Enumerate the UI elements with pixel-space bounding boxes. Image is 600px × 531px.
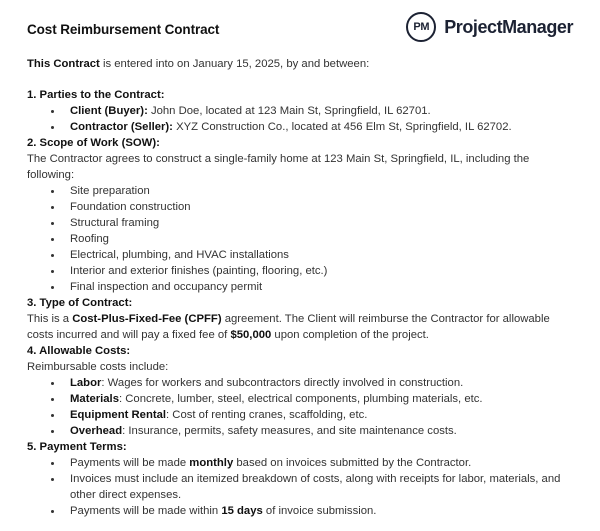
list-item (27, 231, 573, 247)
list-item (27, 199, 573, 215)
list-item-text: Structural framing (70, 217, 160, 229)
parties-list (27, 103, 573, 135)
list-item-text: Foundation construction (70, 201, 191, 213)
list-item (27, 215, 573, 231)
section-type-of-contract (27, 295, 573, 343)
list-item-label: Equipment Rental (70, 409, 167, 421)
section-allowable-costs (27, 343, 573, 439)
brand-mark-text: PM (413, 20, 430, 33)
fixed-fee-amount: $50,000 (230, 329, 272, 341)
section-heading: 4. Allowable Costs: (27, 345, 131, 357)
list-item (27, 423, 573, 439)
list-item-label: Labor (70, 377, 102, 389)
contract-type-part3: upon completion of the project. (271, 329, 429, 341)
list-item-text: Invoices must include an itemized breakdown of costs, along with receipts for labor, materials, and other direct expenses. (70, 473, 561, 501)
list-item-text: XYZ Construction Co., located at 456 Elm St, Springfield, IL 62702. (172, 121, 512, 133)
list-item-text: Interior and exterior finishes (painting, flooring, etc.) (70, 265, 328, 277)
page-title: Cost Reimbursement Contract (27, 22, 220, 37)
list-item (27, 391, 573, 407)
section-heading: 2. Scope of Work (SOW): (27, 137, 160, 149)
brand-logo (406, 12, 573, 42)
list-item-text-tail: based on invoices submitted by the Contractor. (233, 457, 472, 469)
list-item-text: : Concrete, lumber, steel, electrical components, plumbing materials, etc. (118, 393, 483, 405)
list-item-text-tail: of invoice submission. (262, 505, 377, 517)
section-parties (27, 87, 573, 135)
list-item-text: Final inspection and occupancy permit (70, 281, 263, 293)
list-item-text: John Doe, located at 123 Main St, Springfield, IL 62701. (147, 105, 431, 117)
contract-type-term: Cost-Plus-Fixed-Fee (CPFF) (72, 313, 222, 325)
list-item-text: : Wages for workers and subcontractors directly involved in construction. (101, 377, 464, 389)
list-item-text: Site preparation (70, 185, 150, 197)
list-item (27, 263, 573, 279)
document-body (27, 56, 573, 519)
list-item (27, 279, 573, 295)
list-item-text: Electrical, plumbing, and HVAC installations (70, 249, 289, 261)
list-item-text: Payments will be made within (70, 505, 222, 517)
list-item-label: Contractor (Seller): (70, 121, 173, 133)
list-item-emphasis: 15 days (221, 505, 263, 517)
list-item (27, 471, 573, 503)
section-heading: 5. Payment Terms: (27, 441, 127, 453)
list-item (27, 503, 573, 519)
list-item-text: : Cost of renting cranes, scaffolding, etc. (166, 409, 368, 421)
intro-lead: This Contract (27, 58, 100, 70)
contract-type-part2: agreement. The Client will reimburse the Contractor for allowable costs incurred and will pay a fixed fee of (27, 313, 550, 341)
list-item-label: Overhead (70, 425, 123, 437)
list-item-text: : Insurance, permits, safety measures, and site maintenance costs. (122, 425, 457, 437)
list-item (27, 247, 573, 263)
allowable-costs-list (27, 375, 573, 439)
list-item (27, 103, 573, 119)
scope-list (27, 183, 573, 295)
brand-wordmark: ProjectManager (444, 16, 573, 37)
intro-rest: is entered into on January 15, 2025, by and between: (99, 58, 370, 70)
list-item (27, 407, 573, 423)
section-scope-of-work (27, 135, 573, 295)
intro-paragraph (27, 56, 573, 72)
list-item (27, 183, 573, 199)
section-heading: 1. Parties to the Contract: (27, 89, 165, 101)
section-heading: 3. Type of Contract: (27, 297, 133, 309)
list-item-text: Roofing (70, 233, 109, 245)
allowable-costs-intro: Reimbursable costs include: (27, 361, 169, 373)
payment-terms-list (27, 455, 573, 519)
list-item-emphasis: monthly (189, 457, 234, 469)
list-item (27, 455, 573, 471)
list-item-label: Materials (70, 393, 119, 405)
list-item (27, 119, 573, 135)
section-payment-terms (27, 439, 573, 519)
project-manager-circle-icon (406, 12, 436, 42)
scope-intro: The Contractor agrees to construct a single-family home at 123 Main St, Springfield, IL, including the following: (27, 153, 530, 181)
list-item-label: Client (Buyer): (70, 105, 148, 117)
list-item (27, 375, 573, 391)
list-item-text: Payments will be made (70, 457, 190, 469)
contract-type-paragraph (27, 311, 573, 343)
contract-type-part1: This is a (27, 313, 73, 325)
document-header (27, 0, 573, 56)
